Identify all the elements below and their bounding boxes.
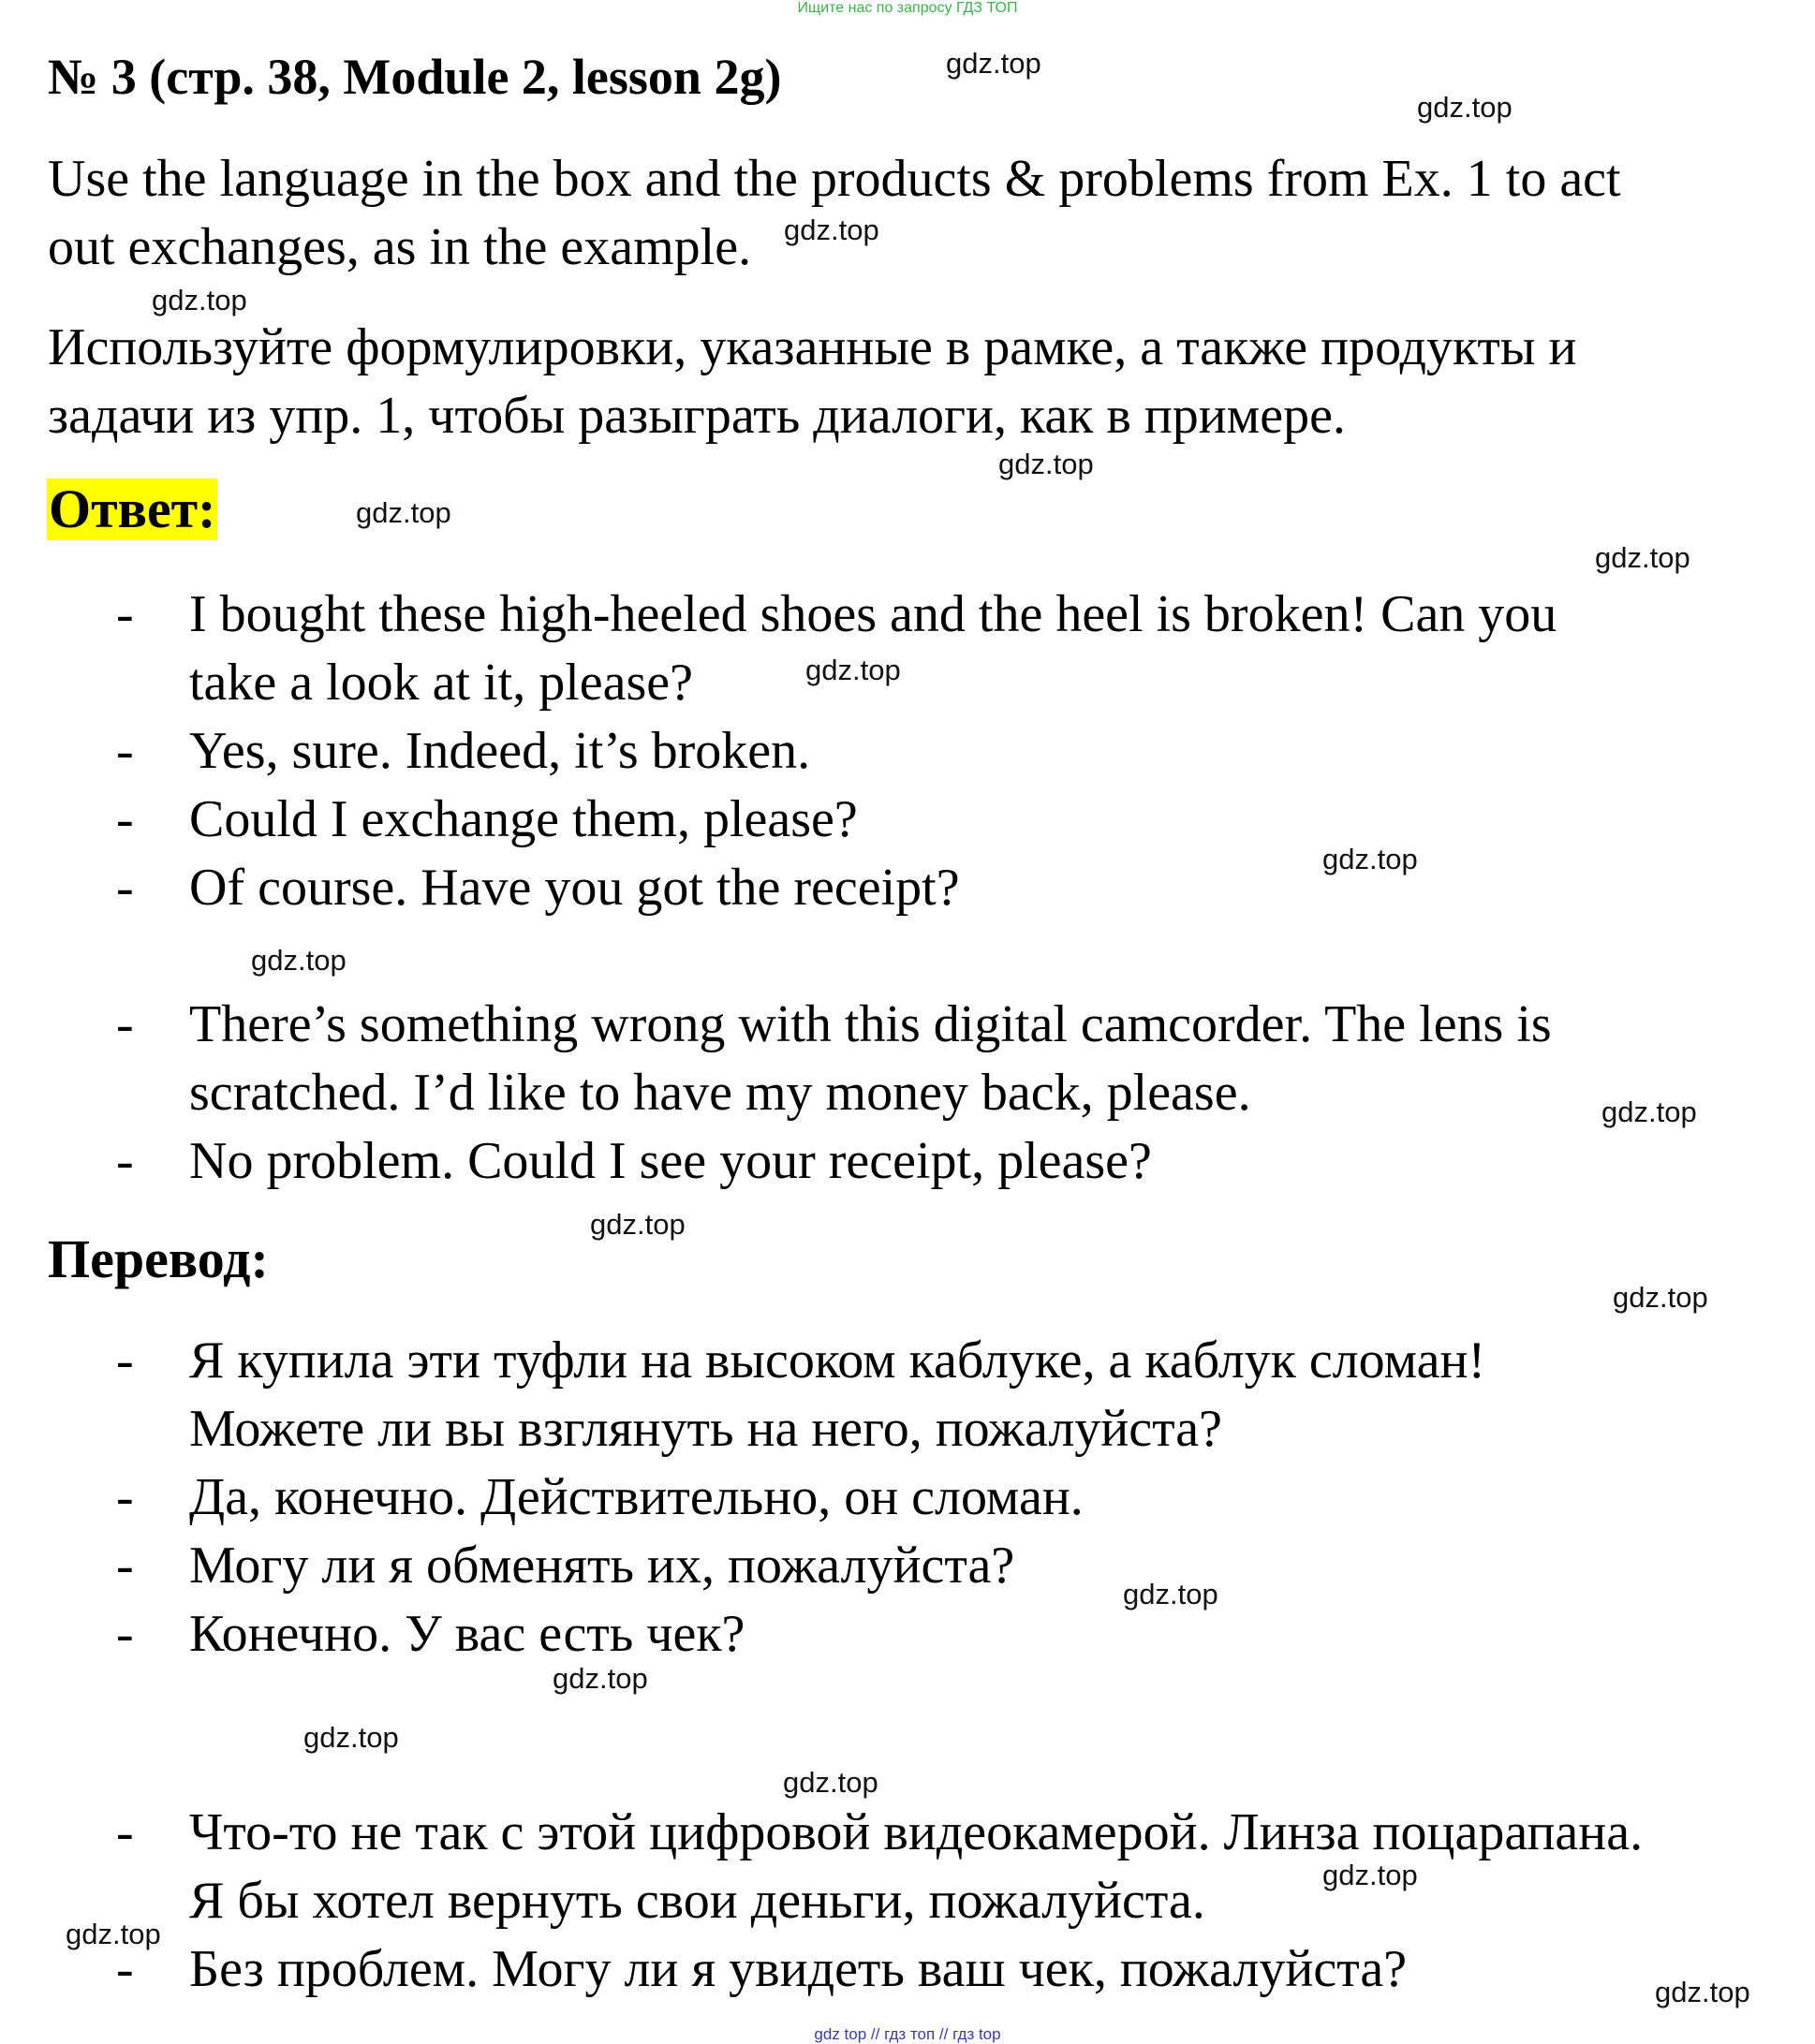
answer-heading: Ответ:: [49, 478, 216, 539]
task-russian-line-2: задачи из упр. 1, чтобы разыграть диалоги, как в примере.: [48, 387, 1346, 445]
watermark: gdz.top: [783, 1766, 878, 1799]
dialogue-dash: -: [116, 859, 134, 917]
top-banner: Ищите нас по запросу ГДЗ ТОП: [797, 0, 1018, 16]
watermark: gdz.top: [784, 213, 879, 246]
dialogue-dash: -: [116, 1132, 134, 1190]
dialogue-line: [0, 1327, 1815, 1395]
task-english-line-1: Use the language in the box and the products & problems from Ex. 1 to act: [48, 150, 1621, 208]
dialogue-line: [0, 1532, 1815, 1600]
watermark: gdz.top: [251, 944, 347, 977]
dialogue-text: I bought these high-heeled shoes and the heel is broken! Can you: [189, 585, 1557, 643]
watermark: gdz.top: [553, 1662, 648, 1695]
watermark: gdz.top: [1417, 91, 1512, 124]
dialogue-dash: -: [116, 722, 134, 780]
dialogue-dash: -: [116, 585, 134, 643]
watermark: gdz.top: [152, 284, 247, 316]
page-title: № 3 (стр. 38, Module 2, lesson 2g): [48, 49, 782, 105]
dialogue-text: Я бы хотел вернуть свои деньги, пожалуйста.: [189, 1872, 1205, 1930]
watermark: gdz.top: [1322, 843, 1418, 875]
dialogue-line: [0, 854, 1815, 922]
watermark: gdz.top: [1595, 541, 1690, 574]
watermark: gdz.top: [998, 448, 1094, 480]
dialogue-dash: -: [116, 1940, 134, 1998]
dialogue-dash: -: [116, 1803, 134, 1861]
dialogue-text: Yes, sure. Indeed, it’s broken.: [189, 722, 811, 780]
dialogue-dash: -: [116, 1331, 134, 1390]
task-russian: [48, 314, 1743, 450]
dialogue-line: [0, 1463, 1815, 1532]
dialogue-text: take a look at it, please?: [189, 654, 693, 712]
watermark: gdz.top: [1655, 1976, 1750, 2008]
dialogue-line: [0, 1867, 1815, 1935]
dialogue-line: [0, 1059, 1815, 1127]
task-english-line-2: out exchanges, as in the example.: [48, 218, 752, 276]
dialogue-text: No problem. Could I see your receipt, please?: [189, 1132, 1152, 1190]
dialogue-text: Конечно. У вас есть чек?: [189, 1605, 745, 1663]
task-english: [48, 145, 1743, 282]
dialogue-text: Что-то не так с этой цифровой видеокамерой. Линза поцарапана.: [189, 1803, 1644, 1861]
watermark: gdz.top: [1123, 1578, 1218, 1610]
dialogue-text: scratched. I’d like to have my money back, please.: [189, 1064, 1251, 1122]
watermark: gdz.top: [1601, 1096, 1697, 1128]
dialogue-text: Я купила эти туфли на высоком каблуке, а каблук сломан!: [189, 1331, 1486, 1390]
translation-heading: Перевод:: [48, 1228, 269, 1289]
dialogue-line: [0, 1799, 1815, 1867]
watermark: gdz.top: [1613, 1281, 1708, 1314]
dialogue-dash: -: [116, 1605, 134, 1663]
dialogue-text: Да, конечно. Действительно, он сломан.: [189, 1468, 1084, 1526]
watermark: gdz.top: [590, 1208, 686, 1241]
dialogue-dash: -: [116, 790, 134, 848]
dialogue-dash: -: [116, 995, 134, 1053]
dialogue-text: There’s something wrong with this digital camcorder. The lens is: [189, 995, 1552, 1053]
dialogue-line: [0, 649, 1815, 717]
dialogue-dash: -: [116, 1468, 134, 1526]
watermark: gdz.top: [303, 1721, 399, 1754]
dialogue-line: [0, 717, 1815, 786]
task-russian-line-1: Используйте формулировки, указанные в рамке, а также продукты и: [48, 318, 1577, 376]
dialogue-line: [0, 991, 1815, 1059]
dialogue-dash: -: [116, 1537, 134, 1595]
watermark: gdz.top: [805, 654, 901, 686]
footer: gdz top // гдз топ // гдз top: [814, 2025, 1001, 2043]
dialogue-text: Без проблем. Могу ли я увидеть ваш чек, пожалуйста?: [189, 1940, 1408, 1998]
dialogue-text: Могу ли я обменять их, пожалуйста?: [189, 1537, 1015, 1595]
dialogue-text: Можете ли вы взглянуть на него, пожалуйста?: [189, 1400, 1222, 1458]
watermark: gdz.top: [1322, 1859, 1418, 1891]
dialogue-line: [0, 581, 1815, 649]
dialogue-line: [0, 1395, 1815, 1463]
dialogue-line: [0, 1935, 1815, 2004]
dialogue-text: Could I exchange them, please?: [189, 790, 858, 848]
dialogue-line: [0, 786, 1815, 854]
dialogue-text: Of course. Have you got the receipt?: [189, 859, 960, 917]
watermark: gdz.top: [356, 496, 451, 529]
watermark: gdz.top: [946, 47, 1041, 80]
dialogue-line: [0, 1600, 1815, 1669]
dialogue-line: [0, 1127, 1815, 1196]
watermark: gdz.top: [66, 1918, 161, 1950]
